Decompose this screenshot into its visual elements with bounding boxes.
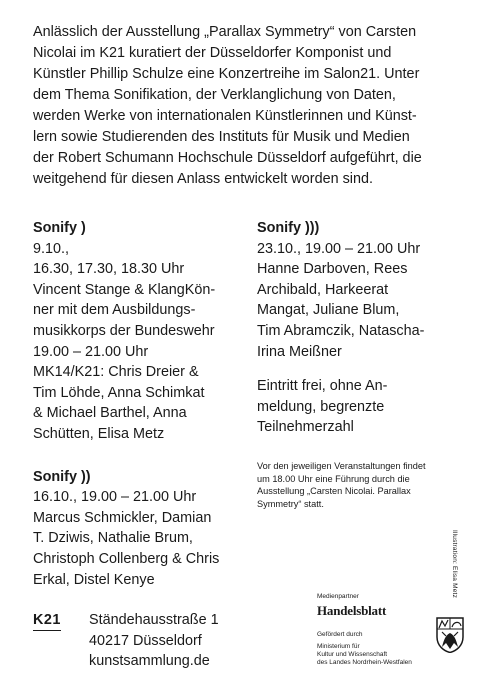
event-line: Marcus Schmickler, Damian (33, 509, 212, 526)
event-line: Christoph Collenberg & Chris (33, 550, 220, 567)
guided-tour-note (257, 460, 457, 510)
ministry-line: des Landes Nordrhein-Westfalen (317, 659, 412, 666)
intro-line: lern sowie Studierenden des Instituts für Musik und Medien (33, 129, 410, 145)
event-sonify-1 (33, 218, 253, 445)
intro-line: dem Thema Sonifikation, der Verklanglichung von Daten, (33, 87, 396, 103)
event-sonify-3 (257, 218, 472, 362)
event-line: 19.00 – 21.00 Uhr (33, 343, 149, 360)
spacer (257, 362, 472, 376)
event-title: Sonify )) (33, 468, 91, 485)
admission-line: Teilnehmerzahl (257, 419, 354, 436)
event-line: T. Dziwis, Nathalie Brum, (33, 530, 193, 547)
spacer (33, 445, 253, 467)
intro-line: Nicolai im K21 kuratiert der Düsseldorfer Komponist und (33, 45, 392, 61)
address-city: 40217 Düsseldorf (89, 632, 202, 649)
intro-line: weitgehend für diesen Anlass entwickelt worden sind. (33, 171, 373, 187)
event-line: MK14/K21: Chris Dreier & (33, 364, 199, 381)
illustration-credit: Illustration: Elisa Metz (451, 530, 458, 599)
address-block (89, 610, 219, 672)
website-link[interactable]: kunstsammlung.de (89, 653, 210, 670)
event-title: Sonify ) (33, 220, 86, 236)
event-line: Tim Abramczik, Natascha- (257, 322, 425, 339)
intro-line: werden Werke von internationalen Künstlerinnen und Künst- (33, 108, 417, 124)
left-column (33, 218, 253, 590)
event-line: Vincent Stange & KlangKön- (33, 281, 216, 298)
event-line: Tim Löhde, Anna Schimkat (33, 384, 205, 401)
note-line: Vor den jeweiligen Veranstaltungen findet (257, 460, 426, 471)
funded-by-label: Gefördert durch (317, 631, 363, 638)
admission-line: Eintritt frei, ohne An- (257, 378, 388, 395)
note-line: um 18.00 Uhr eine Führung durch die (257, 473, 410, 484)
event-line: musikkorps der Bundeswehr (33, 322, 215, 339)
event-line: 23.10., 19.00 – 21.00 Uhr (257, 240, 421, 257)
k21-underline (33, 630, 61, 631)
event-line: Hanne Darboven, Rees (257, 261, 408, 278)
event-line: 16.10., 19.00 – 21.00 Uhr (33, 489, 197, 506)
intro-line: Künstler Phillip Schulze eine Konzertreihe im Salon21. Unter (33, 66, 420, 82)
intro-line: der Robert Schumann Hochschule Düsseldorf aufgeführt, die (33, 150, 422, 166)
admission-info (257, 376, 472, 438)
event-line: Erkal, Distel Kenye (33, 571, 155, 588)
event-line: 9.10., (33, 240, 70, 257)
event-line: Schütten, Elisa Metz (33, 425, 165, 442)
intro-text (33, 22, 473, 190)
handelsblatt-logo: Handelsblatt (317, 603, 387, 618)
right-column (257, 218, 472, 510)
event-sonify-2 (33, 467, 253, 591)
event-line: Irina Meißner (257, 343, 342, 360)
event-line: Mangat, Juliane Blum, (257, 302, 400, 319)
event-line: ner mit dem Ausbildungs- (33, 302, 196, 319)
k21-logo-text: K21 (33, 612, 61, 628)
ministry-line: Ministerium für (317, 643, 360, 650)
event-title: Sonify ))) (257, 220, 320, 236)
event-line: & Michael Barthel, Anna (33, 405, 187, 422)
nrw-crest-icon (436, 617, 464, 653)
admission-line: meldung, begrenzte (257, 398, 385, 415)
note-line: Ausstellung „Carsten Nicolai. Parallax (257, 486, 411, 497)
k21-logo (33, 612, 61, 628)
media-partner-label: Medienpartner (317, 593, 359, 600)
note-line: Symmetry“ statt. (257, 498, 324, 509)
address-street: Ständehausstraße 1 (89, 612, 219, 628)
ministry-line: Kultur und Wissenschaft (317, 651, 388, 658)
intro-line: Anlässlich der Ausstellung „Parallax Symmetry“ von Carsten (33, 24, 417, 40)
event-line: Archibald, Harkeerat (257, 281, 389, 298)
event-line: 16.30, 17.30, 18.30 Uhr (33, 261, 185, 278)
